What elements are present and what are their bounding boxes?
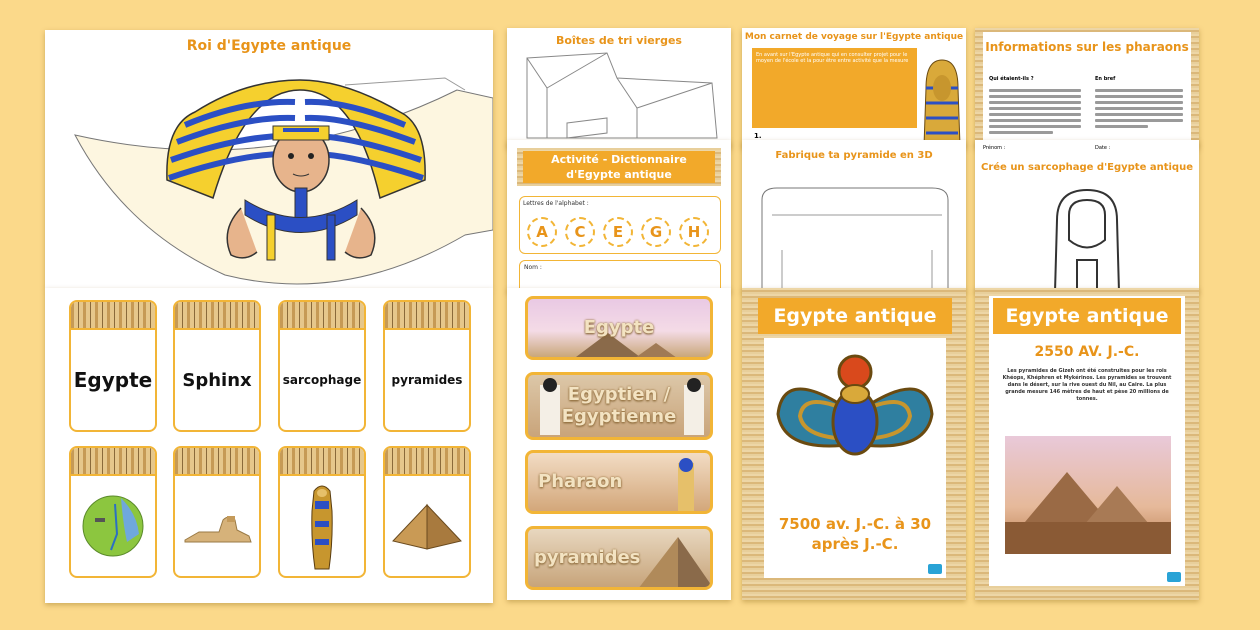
date-label: Date : — [1095, 145, 1111, 151]
giza-pyramids-photo — [1005, 436, 1171, 554]
intro-text: En avant sur l'Egypte antique qui en consulter projet pour le moyen de l'école et la pour être entre activité que la mesure — [756, 52, 909, 64]
word-card-label: Sphinx — [182, 369, 252, 391]
hieroglyph-banner — [71, 302, 155, 330]
sheet-title: Mon carnet de voyage sur l'Egypte antique — [744, 32, 964, 42]
sheet-word-cards — [45, 288, 493, 603]
intro-box — [752, 48, 917, 128]
hieroglyph-banner — [280, 448, 364, 476]
sheet-sorting-boxes — [507, 28, 731, 148]
box-template-outline — [507, 28, 731, 148]
hieroglyph-banner — [385, 448, 469, 476]
sheet-title: Roi d'Egypte antique — [186, 38, 352, 54]
poster-title: Egypte antique — [758, 298, 952, 334]
brand-logo-icon — [928, 564, 942, 574]
label-card-egypte — [525, 296, 713, 360]
hieroglyph-banner — [175, 448, 259, 476]
hieroglyph-banner — [71, 448, 155, 476]
sheet-title: Activité - Dictionnaire d'Egypte antique — [523, 151, 715, 183]
info-content — [983, 32, 1191, 148]
sheet-title: Boîtes de tri vierges — [556, 34, 682, 47]
sheet-sarcophagus-craft — [975, 140, 1199, 292]
letter-circle: A — [527, 217, 557, 247]
picture-card-map — [69, 446, 157, 578]
letter-circle: E — [603, 217, 633, 247]
picture-card-sphinx — [173, 446, 261, 578]
sheet-pyramid-3d — [742, 140, 966, 292]
word-card-label: sarcophage — [282, 373, 362, 387]
name-label: Nom : — [524, 264, 542, 271]
sheet-title: Fabrique ta pyramide en 3D — [775, 150, 933, 161]
poster-date: 2550 AV. J.-C. — [1034, 344, 1140, 360]
label-card-egyptien — [525, 372, 713, 440]
sarcophagus-outline-icon — [975, 140, 1199, 292]
poster-title: Egypte antique — [993, 298, 1181, 334]
poster-content — [989, 296, 1185, 586]
brand-logo-icon — [1167, 572, 1181, 582]
step-number: 1. — [754, 132, 762, 140]
sheet-pharaoh-info — [975, 28, 1199, 148]
letter-circle: C — [565, 217, 595, 247]
pyramid-net-outline — [742, 140, 966, 292]
pharaoh-crown-illustration — [45, 30, 493, 288]
word-card-label: pyramides — [391, 373, 463, 387]
pyramid-icon — [389, 501, 465, 551]
label-card-text: Egyptien / Egyptienne — [561, 384, 677, 427]
letter-circle: G — [641, 217, 671, 247]
poster-content — [764, 338, 946, 578]
prenom-label: Prénom : — [983, 145, 1006, 151]
sheet-pharaoh-crown — [45, 30, 493, 288]
word-card-sarcophage — [278, 300, 366, 432]
label-card-pharaon — [525, 450, 713, 514]
info-text-right — [1095, 86, 1183, 131]
word-card-label: Egypte — [73, 368, 153, 392]
activity-header — [517, 148, 721, 186]
label-card-text: Pharaon — [538, 471, 623, 492]
tutankhamun-mask-icon — [922, 58, 962, 148]
label-card-text: Egypte — [583, 317, 655, 338]
poster-date: 7500 av. J.-C. à 30 après J.-C. — [778, 515, 932, 553]
sheet-title: Informations sur les pharaons — [985, 40, 1189, 54]
sarcophagus-icon — [307, 481, 337, 571]
sphinx-icon — [179, 506, 255, 546]
picture-card-sarcophagus — [278, 446, 366, 578]
sheet-label-cards — [507, 288, 731, 600]
picture-card-pyramid — [383, 446, 471, 578]
label-card-pyramides — [525, 526, 713, 590]
column-heading-who: Qui étaient-ils ? — [989, 76, 1034, 82]
column-heading-brief: En bref — [1095, 76, 1116, 82]
word-card-pyramides — [383, 300, 471, 432]
hieroglyph-banner — [385, 302, 469, 330]
sheet-title: Crée un sarcophage d'Egypte antique — [981, 162, 1193, 173]
word-card-egypte — [69, 300, 157, 432]
hieroglyph-banner — [280, 302, 364, 330]
word-card-sphinx — [173, 300, 261, 432]
egypt-map-icon — [81, 494, 145, 558]
alphabet-label: Lettres de l'alphabet : — [523, 200, 589, 207]
scarab-icon — [764, 344, 946, 484]
hieroglyph-banner — [175, 302, 259, 330]
poster-giza-pyramids — [975, 288, 1199, 600]
sheet-travel-journal — [742, 28, 966, 148]
sheet-dictionary-activity — [507, 140, 731, 292]
poster-ancient-egypt-timeline — [742, 288, 966, 600]
label-card-text: pyramides — [534, 547, 641, 568]
info-text-left — [989, 86, 1081, 137]
poster-text: Les pyramides de Gizeh ont été construites pour les rois Khéops, Khéphren et Mykérinos. Les pyramides se trouvent dans le désert, sur la rive ouest du Nil, au Caire. La plus grande mesure 146 mètres de haut et pèse 20 millions de tonnes. — [1002, 368, 1172, 402]
letter-circle: H — [679, 217, 709, 247]
